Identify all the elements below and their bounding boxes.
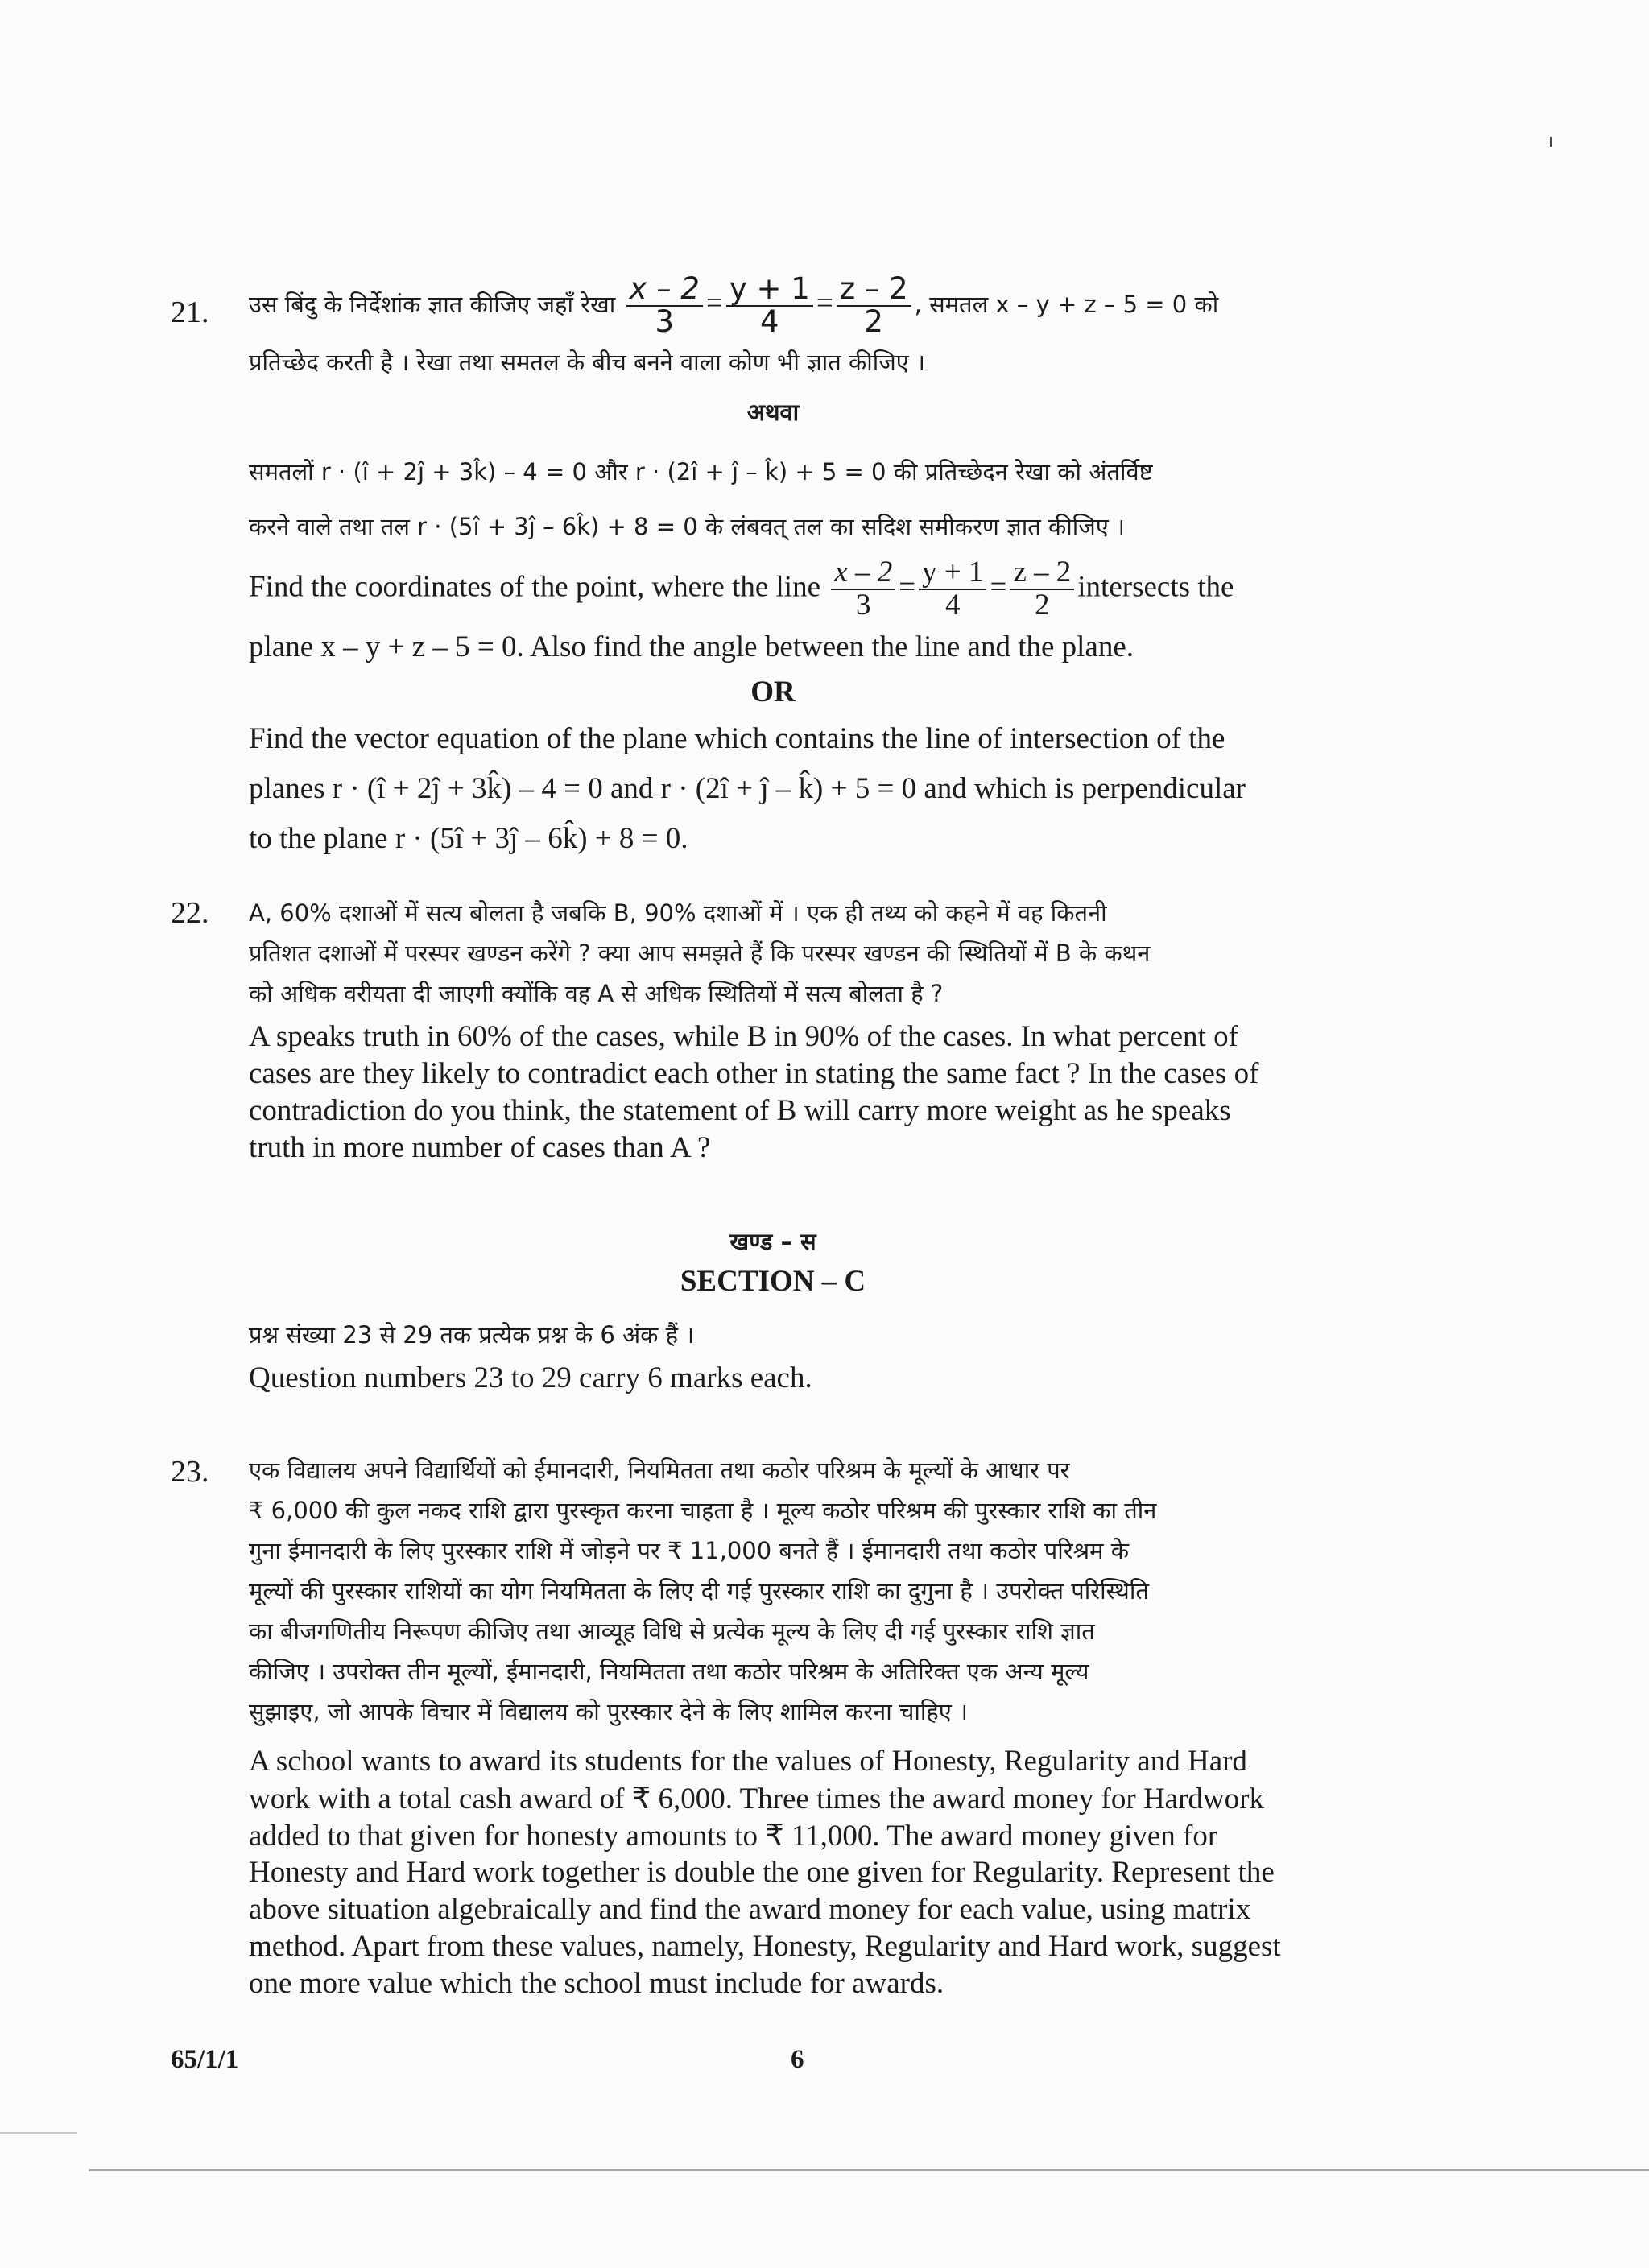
fraction-x: $\frac{x - 2}{3}$	[831, 557, 895, 622]
q23-english-line: added to that given for honesty amounts to ₹ 11,000. The award money given for	[249, 1820, 1218, 1853]
q21-english-line-2: plane x – y + z – 5 = 0. Also find the angle between the line and the plane.	[249, 630, 1134, 663]
q23-english-line: work with a total cash award of ₹ 6,000. Three times the award money for Hardwork	[249, 1783, 1264, 1816]
q23-english-line: Honesty and Hard work together is double the one given for Regularity. Represent the	[249, 1856, 1275, 1889]
q22-english-line: A speaks truth in 60% of the cases, while B in 90% of the cases. In what percent of	[249, 1020, 1238, 1053]
page-number: 6	[791, 2045, 804, 2074]
q23-hindi-line: ₹ 6,000 की कुल नकद राशि द्वारा पुरस्कृत करना चाहता है । मूल्य कठोर परिश्रम की पुरस्कार राशि का तीन	[249, 1497, 1157, 1524]
q21-hindi-line-2: प्रतिच्छेद करती है । रेखा तथा समतल के बीच बनने वाला कोण भी ज्ञात कीजिए ।	[249, 349, 926, 376]
q23-english-line: method. Apart from these values, namely, Honesty, Regularity and Hard work, suggest	[249, 1930, 1281, 1963]
q23-english-line: above situation algebraically and find the award money for each value, using matrix	[249, 1893, 1251, 1926]
section-note-english: Question numbers 23 to 29 carry 6 marks each.	[249, 1361, 812, 1394]
scan-edge-line	[0, 2132, 77, 2134]
fraction-z: $\frac{z - 2}{2}$	[1010, 557, 1074, 622]
q21-hindi-line-1: उस बिंदु के निर्देशांक ज्ञात कीजिए जहाँ रेखा $\frac{x - 2}{3}$ = $\frac{y + 1}{4}$ = $\frac{z - 2}{2}$ , समतल x – y + z – 5 = 0 को	[249, 271, 1219, 339]
fraction-y: $\frac{y + 1}{4}$	[726, 274, 813, 338]
question-number: 21.	[171, 295, 209, 329]
q23-hindi-line: एक विद्यालय अपने विद्यार्थियों को ईमानदारी, नियमितता तथा कठोर परिश्रम के मूल्यों के आधार पर	[249, 1456, 1070, 1484]
q22-english-line: truth in more number of cases than A ?	[249, 1131, 711, 1164]
q23-hindi-line: सुझाइए, जो आपके विचार में विद्यालय को पुरस्कार देने के लिए शामिल करना चाहिए ।	[249, 1698, 969, 1725]
q22-hindi-line: को अधिक वरीयता दी जाएगी क्योंकि वह A से अधिक स्थितियों में सत्य बोलता है ?	[249, 980, 944, 1007]
paper-code: 65/1/1	[171, 2045, 239, 2074]
section-title-hindi: खण्ड – स	[729, 1228, 816, 1255]
section-title-english: SECTION – C	[680, 1265, 866, 1298]
bottom-rule	[89, 2169, 1649, 2171]
fraction-x: $\frac{x - 2}{3}$	[626, 274, 703, 338]
q22-hindi-line: A, 60% दशाओं में सत्य बोलता है जबकि B, 90% दशाओं में । एक ही तथ्य को कहने में वह कितनी	[249, 899, 1107, 927]
q23-hindi-line: गुना ईमानदारी के लिए पुरस्कार राशि में जोड़ने पर ₹ 11,000 बनते हैं । ईमानदारी तथा कठोर परिश्रम के	[249, 1537, 1130, 1564]
q23-hindi-line: कीजिए । उपरोक्त तीन मूल्यों, ईमानदारी, नियमितता तथा कठोर परिश्रम के अतिरिक्त एक अन्य मूल्य	[249, 1658, 1089, 1685]
q23-hindi-line: का बीजगणितीय निरूपण कीजिए तथा आव्यूह विधि से प्रत्येक मूल्य के लिए दी गई पुरस्कार राशि ज्ञात	[249, 1617, 1095, 1645]
q21-english-line-5: to the plane r · (5î + 3ĵ – 6k̂) + 8 = 0.	[249, 822, 688, 855]
q21-hindi-line-4: करने वाले तथा तल r · (5î + 3ĵ – 6k̂) + 8 = 0 के लंबवत् तल का सदिश समीकरण ज्ञात कीजिए ।	[249, 513, 1126, 540]
q21-english-line-1: Find the coordinates of the point, where the line $\frac{x - 2}{3}$ = $\frac{y + 1}{4}$ = $\frac{z - 2}{2}$ intersects the	[249, 556, 1234, 622]
q22-english-line: contradiction do you think, the statement of B will carry more weight as he speaks	[249, 1094, 1231, 1127]
q21-hindi-line-3: समतलों r · (î + 2ĵ + 3k̂) – 4 = 0 और r · (2î + ĵ – k̂) + 5 = 0 की प्रतिच्छेदन रेखा को अंतर्विष्ट	[249, 458, 1153, 485]
q23-english-line: A school wants to award its students for the values of Honesty, Regularity and Hard	[249, 1745, 1247, 1778]
fraction-z: $\frac{z - 2}{2}$	[837, 274, 911, 338]
q22-hindi-line: प्रतिशत दशाओं में परस्पर खण्डन करेंगे ? क्या आप समझते हैं कि परस्पर खण्डन की स्थितियों में B के कथन	[249, 940, 1151, 967]
q23-english-line: one more value which the school must include for awards.	[249, 1967, 944, 2000]
q23-hindi-line: मूल्यों की पुरस्कार राशियों का योग नियमितता के लिए दी गई पुरस्कार राशि का दुगुना है । उपरोक्त परिस्थिति	[249, 1577, 1149, 1605]
question-number: 23.	[171, 1455, 209, 1489]
scan-mark	[1550, 137, 1552, 147]
section-note-hindi: प्रश्न संख्या 23 से 29 तक प्रत्येक प्रश्न के 6 अंक हैं ।	[249, 1321, 695, 1349]
or-english: OR	[750, 675, 796, 708]
fraction-y: $\frac{y + 1}{4}$	[919, 557, 986, 622]
q21-english-line-3: Find the vector equation of the plane which contains the line of intersection of the	[249, 722, 1225, 755]
q21-english-line-4: planes r · (î + 2ĵ + 3k̂) – 4 = 0 and r · (2î + ĵ – k̂) + 5 = 0 and which is perpendicular	[249, 772, 1246, 805]
question-number: 22.	[171, 896, 209, 930]
q22-english-line: cases are they likely to contradict each other in stating the same fact ? In the cases of	[249, 1057, 1259, 1090]
or-hindi: अथवा	[746, 399, 800, 426]
